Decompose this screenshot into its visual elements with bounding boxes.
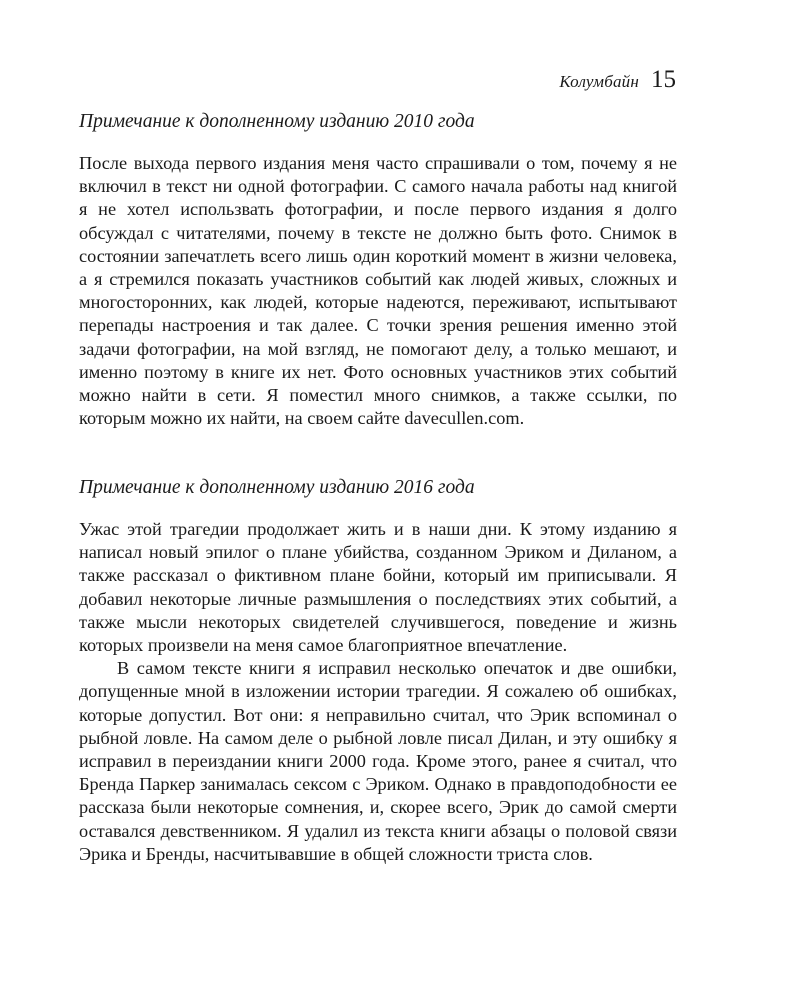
paragraph: Ужас этой трагедии продолжает жить и в наши дни. К этому изданию я написал новый эпилог о плане убийства, созданном Эриком и Диланом, а также рассказал о фиктивном плане бойни, который им приписывали. Я добавил некоторые личные размышления о последствиях этих событий, а также мысли некоторых свидетелей случившегося, поведение и жизнь которых произвели на меня самое благоприятное впечатление. bbox=[79, 519, 677, 656]
page-number: 15 bbox=[651, 66, 676, 93]
section-heading-2016: Примечание к дополненному изданию 2016 года bbox=[79, 477, 475, 498]
paragraph: В самом тексте книги я исправил несколько опечаток и две ошибки, допущенные мной в изложении истории трагедии. Я сожалею об ошибках, которые допустил. Вот они: я неправильно считал, что Эрик вспоминал о рыбной ловле. На самом деле о рыбной ловле писал Дилан, и эту ошибку я исправил в переиздании книги 2000 года. Кроме этого, ранее я считал, что Бренда Паркер занималась сексом с Эриком. Однако в правдоподобности ее рассказа были некоторые сомнения, и, скорее всего, Эрик до самой смерти оставался девственником. Я удалил из текста книги абзацы о половой связи Эрика и Бренды, насчитывавшие в общей сложности триста слов. bbox=[79, 658, 677, 864]
paragraph: После выхода первого издания меня часто спрашивали о том, почему я не включил в текст ни одной фотографии. С самого начала работы над книгой я не хотел использвать фотографии, и после первого издания я долго обсуждал с читателями, почему в тексте не должно быть фото. Снимок в состоянии запечатлеть всего лишь один короткий момент в жизни человека, а я стремился показать участников событий как людей живых, сложных и многосторонних, как людей, которые надеются, переживают, испытывают перепады настроения и так далее. С точки зрения решения именно этой задачи фотографии, на мой взгляд, не помогают делу, а только мешают, и именно поэтому в книге их нет. Фото основных участников этих событий можно найти в сети. Я поместил много снимков, а также ссылки, по которым можно их найти, на своем сайте davecullen.com. bbox=[79, 153, 677, 429]
running-head-title: Колумбайн bbox=[559, 72, 639, 91]
section-body-2010 bbox=[79, 152, 677, 430]
running-head bbox=[559, 66, 676, 94]
section-body-2016 bbox=[79, 518, 677, 866]
section-heading-2010: Примечание к дополненному изданию 2010 года bbox=[79, 111, 475, 132]
